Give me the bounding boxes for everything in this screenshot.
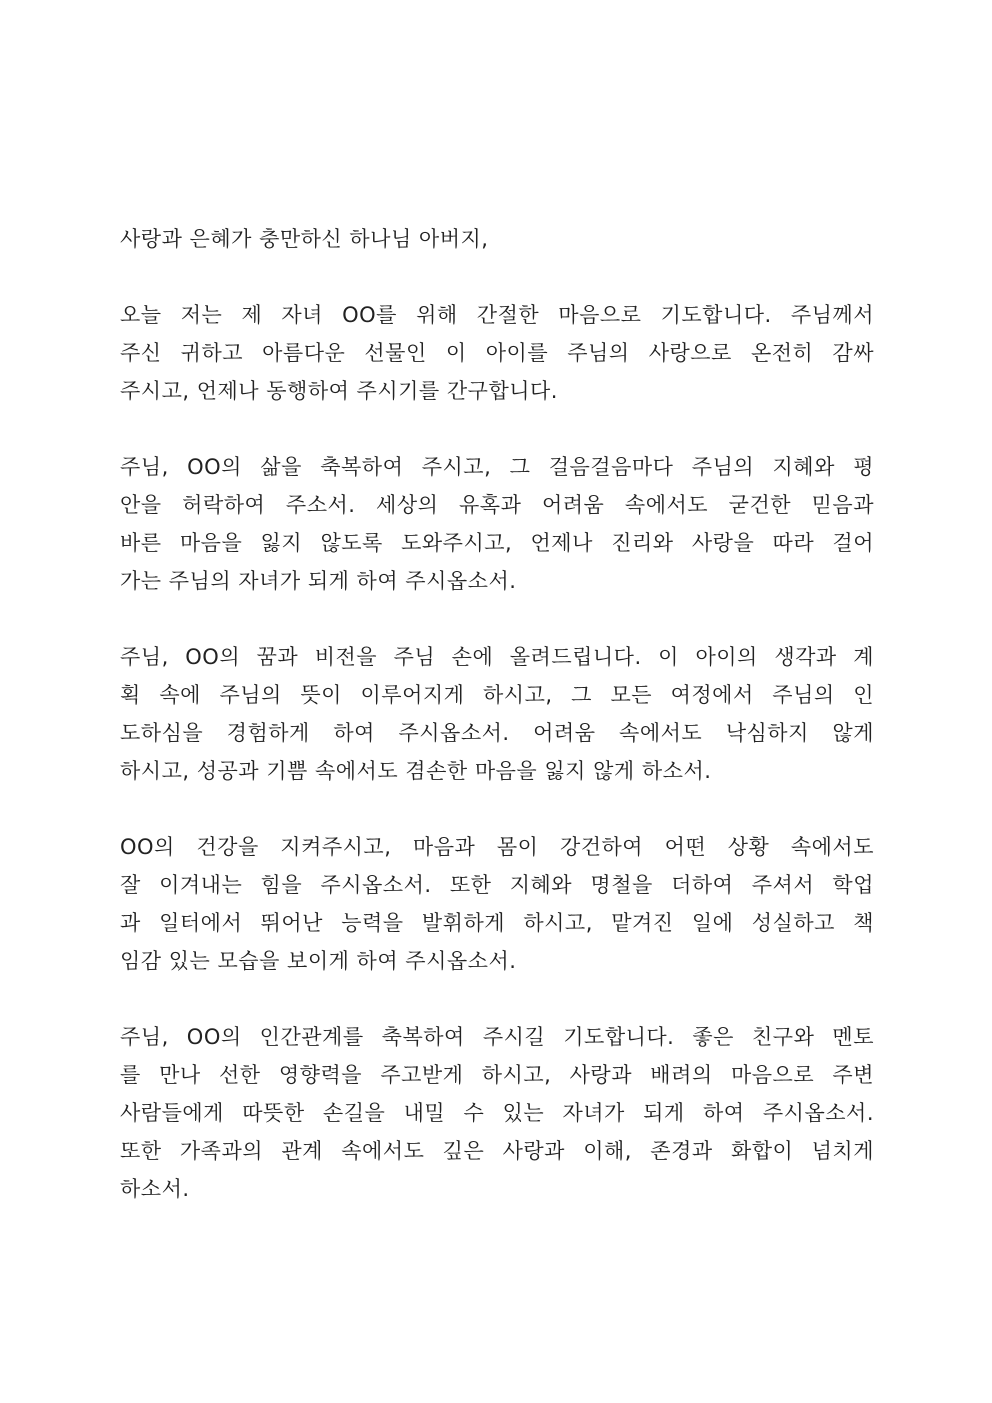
paragraph-line: 잘 이겨내는 힘을 주시옵소서. 또한 지혜와 명철을 더하여 주셔서 학업 <box>120 873 874 897</box>
paragraph-line: 또한 가족과의 관계 속에서도 깊은 사랑과 이해, 존경과 화합이 넘치게 <box>120 1139 874 1163</box>
paragraph-line: 과 일터에서 뛰어난 능력을 발휘하게 하시고, 맡겨진 일에 성실하고 책 <box>120 911 874 935</box>
paragraph-line: OO의 건강을 지켜주시고, 마음과 몸이 강건하여 어떤 상황 속에서도 <box>120 835 874 859</box>
salutation-paragraph <box>120 220 874 258</box>
paragraph-2 <box>120 448 874 600</box>
paragraph-line: 가는 주님의 자녀가 되게 하여 주시옵소서. <box>120 569 517 593</box>
paragraph-5 <box>120 1018 874 1208</box>
paragraph-line: 오늘 저는 제 자녀 OO를 위해 간절한 마음으로 기도합니다. 주님께서 <box>120 303 874 327</box>
paragraph-line: 바른 마음을 잃지 않도록 도와주시고, 언제나 진리와 사랑을 따라 걸어 <box>120 531 874 555</box>
paragraph-line: 사람들에게 따뜻한 손길을 내밀 수 있는 자녀가 되게 하여 주시옵소서. <box>120 1101 874 1125</box>
salutation-line: 사랑과 은혜가 충만하신 하나님 아버지, <box>120 227 489 251</box>
paragraph-line: 주님, OO의 인간관계를 축복하여 주시길 기도합니다. 좋은 친구와 멘토 <box>120 1025 874 1049</box>
prayer-text <box>120 220 874 1246</box>
paragraph-line: 임감 있는 모습을 보이게 하여 주시옵소서. <box>120 949 517 973</box>
paragraph-line: 주님, OO의 꿈과 비전을 주님 손에 올려드립니다. 이 아이의 생각과 계 <box>120 645 874 669</box>
paragraph-line: 도하심을 경험하게 하여 주시옵소서. 어려움 속에서도 낙심하지 않게 <box>120 721 874 745</box>
paragraph-line: 안을 허락하여 주소서. 세상의 유혹과 어려움 속에서도 굳건한 믿음과 <box>120 493 874 517</box>
paragraph-line: 주님, OO의 삶을 축복하여 주시고, 그 걸음걸음마다 주님의 지혜와 평 <box>120 455 874 479</box>
paragraph-line: 하소서. <box>120 1177 190 1201</box>
paragraph-line: 획 속에 주님의 뜻이 이루어지게 하시고, 그 모든 여정에서 주님의 인 <box>120 683 874 707</box>
paragraph-line: 를 만나 선한 영향력을 주고받게 하시고, 사랑과 배려의 마음으로 주변 <box>120 1063 874 1087</box>
paragraph-1 <box>120 296 874 410</box>
paragraph-3 <box>120 638 874 790</box>
paragraph-line: 주신 귀하고 아름다운 선물인 이 아이를 주님의 사랑으로 온전히 감싸 <box>120 341 874 365</box>
paragraph-line: 주시고, 언제나 동행하여 주시기를 간구합니다. <box>120 379 558 403</box>
paragraph-4 <box>120 828 874 980</box>
paragraph-line: 하시고, 성공과 기쁨 속에서도 겸손한 마음을 잃지 않게 하소서. <box>120 759 712 783</box>
